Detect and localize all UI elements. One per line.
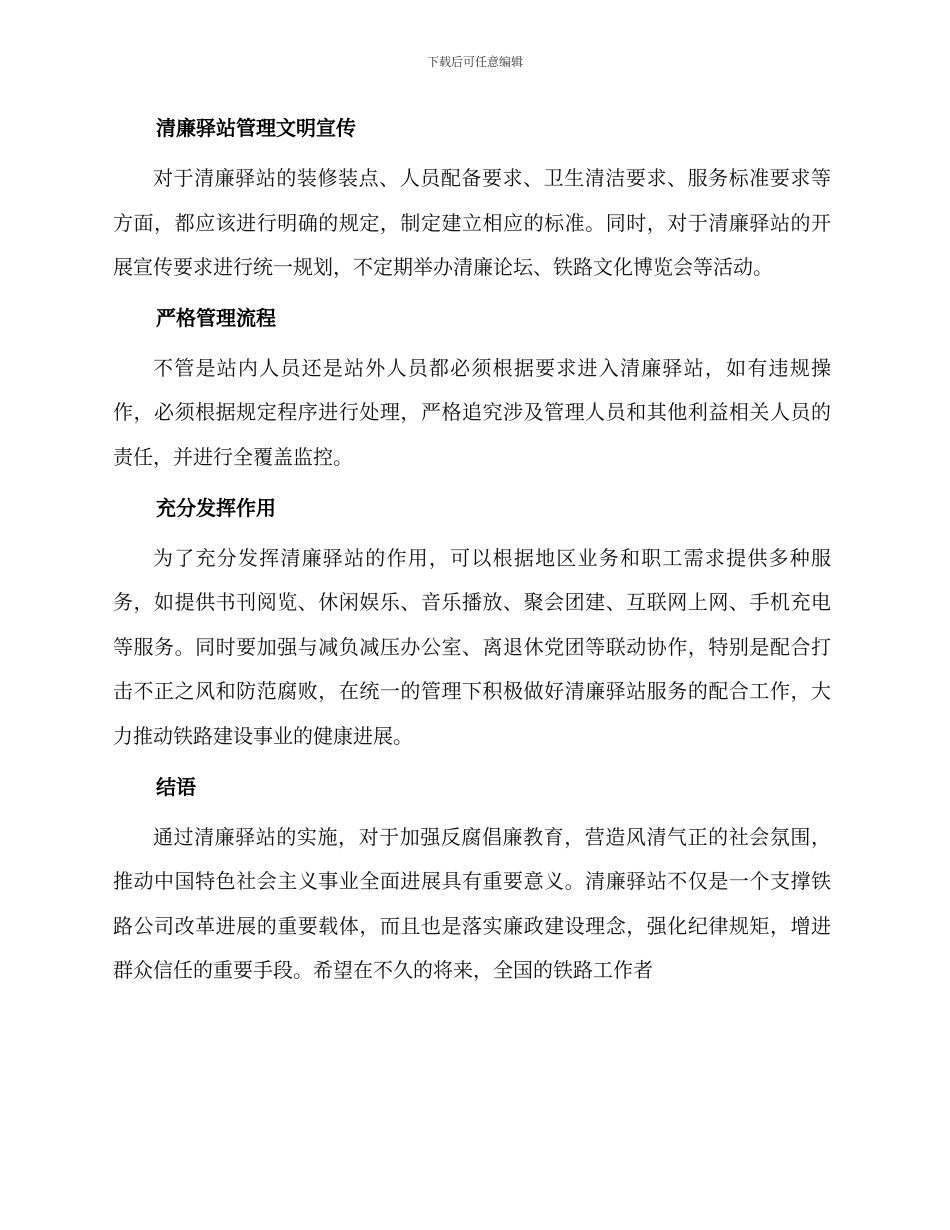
section-heading: 结语 xyxy=(156,774,196,799)
section-heading: 严格管理流程 xyxy=(156,305,276,330)
section-paragraph: 为了充分发挥清廉驿站的作用，可以根据地区业务和职工需求提供多种服务，如提供书刊阅览、休闲娱乐、音乐播放、聚会团建、互联网上网、手机充电等服务。同时要加强与减负减压办公室、离退休党团等联动协作，特别是配合打击不正之风和防范腐败，在统一的管理下积极做好清廉驿站服务的配合工作，大力推动铁路建设事业的健康进展。 xyxy=(113,545,831,748)
section-full-role xyxy=(113,494,831,759)
section-paragraph: 通过清廉驿站的实施，对于加强反腐倡廉教育，营造风清气正的社会氛围，推动中国特色社会主义事业全面进展具有重要意义。清廉驿站不仅是一个支撑铁路公司改革进展的重要载体，而且也是落实廉政建设理念，强化纪律规矩，增进群众信任的重要手段。希望在不久的将来，全国的铁路工作者 xyxy=(113,824,831,983)
page-header: 下载后可任意编辑 xyxy=(426,55,523,69)
section-paragraph: 不管是站内人员还是站外人员都必须根据要求进入清廉驿站，如有违规操作，必须根据规定程序进行处理，严格追究涉及管理人员和其他利益相关人员的责任，并进行全覆盖监控。 xyxy=(113,355,831,469)
section-strict-process xyxy=(113,304,831,480)
section-conclusion xyxy=(113,773,831,993)
section-heading: 充分发挥作用 xyxy=(156,495,276,520)
section-management-promotion xyxy=(113,114,831,290)
document-body xyxy=(113,114,831,993)
section-heading: 清廉驿站管理文明宣传 xyxy=(156,116,356,140)
section-paragraph: 对于清廉驿站的装修装点、人员配备要求、卫生清洁要求、服务标准要求等方面，都应该进行明确的规定，制定建立相应的标准。同时，对于清廉驿站的开展宣传要求进行统一规划，不定期举办清廉论坛、铁路文化博览会等活动。 xyxy=(113,166,831,280)
